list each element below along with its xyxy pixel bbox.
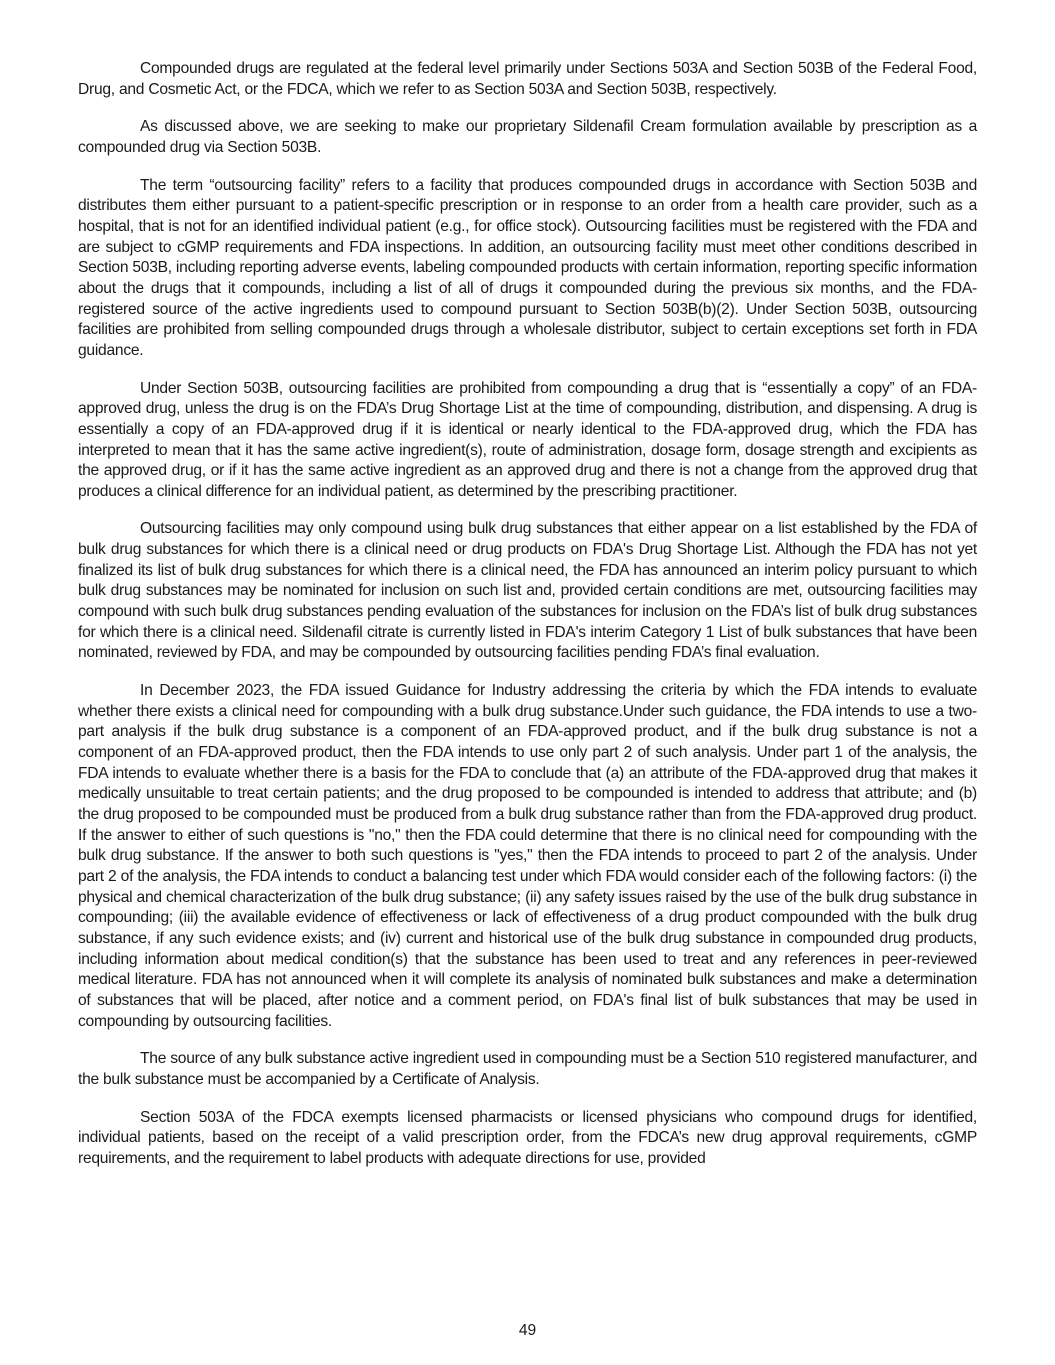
paragraph-sildenafil-503b: As discussed above, we are seeking to make our proprietary Sildenafil Cream formulation available by prescription as a compounded drug via Section 503B. xyxy=(78,118,977,156)
paragraph-section-510-source: The source of any bulk substance active ingredient used in compounding must be a Section 510 registered manufacturer, and the bulk substance must be accompanied by a Certificate of Analysis. xyxy=(78,1050,977,1088)
document-page xyxy=(78,59,977,1187)
paragraph-section-503a-exemption: Section 503A of the FDCA exempts licensed pharmacists or licensed physicians who compound drugs for identified, individual patients, based on the receipt of a valid prescription order, from the FDCA’s new drug approval requirements, cGMP requirements, and the requirement to label products with adequate directions for use, provided xyxy=(78,1108,977,1167)
paragraph-regulation-overview: Compounded drugs are regulated at the federal level primarily under Sections 503A and Section 503B of the Federal Food, Drug, and Cosmetic Act, or the FDCA, which we refer to as Section 503A and Section 503B, respectively. xyxy=(78,60,977,98)
paragraph-bulk-drug-substances: Outsourcing facilities may only compound using bulk drug substances that either appear on a list established by the FDA of bulk drug substances for which there is a clinical need or drug products on FDA's Drug Shortage List. Although the FDA has not yet finalized its list of bulk drug substances for which there is a clinical need, the FDA has announced an interim policy pursuant to which bulk drug substances may be nominated for inclusion on such list and, provided certain conditions are met, outsourcing facilities may compound with such bulk drug substances pending evaluation of the substances for inclusion on the FDA’s list of bulk drug substances for which there is a clinical need. Sildenafil citrate is currently listed in FDA's interim Category 1 List of bulk substances that have been nominated, reviewed by FDA, and may be compounded by outsourcing facilities pending FDA’s final evaluation. xyxy=(78,520,977,662)
paragraph-outsourcing-facility-definition: The term “outsourcing facility” refers to a facility that produces compounded drugs in accordance with Section 503B and distributes them either pursuant to a patient-specific prescription or in response to an order from a health care provider, such as a hospital, that is not for an identified individual patient (e.g., for office stock). Outsourcing facilities must be registered with the FDA and are subject to cGMP requirements and FDA inspections. In addition, an outsourcing facility must meet other conditions described in Section 503B, including reporting adverse events, labeling compounded products with certain information, reporting specific information about the drugs that it compounds, including a list of all of drugs it compounded during the previous six months, and the FDA-registered source of the active ingredients used to compound pursuant to Section 503B(b)(2). Under Section 503B, outsourcing facilities are prohibited from selling compounded drugs through a wholesale distributor, subject to certain exceptions set forth in FDA guidance. xyxy=(78,176,977,359)
page-number: 49 xyxy=(518,1322,537,1339)
paragraph-essentially-a-copy: Under Section 503B, outsourcing facilities are prohibited from compounding a drug that is “essentially a copy” of an FDA-approved drug, unless the drug is on the FDA’s Drug Shortage List at the time of compounding, distribution, and dispensing. A drug is essentially a copy of an FDA-approved drug if it is identical or nearly identical to the FDA-approved drug, which the FDA has interpreted to mean that it has the same active ingredient(s), route of administration, dosage form, dosage strength and excipients as the approved drug, or if it has the same active ingredient as an approved drug and there is not a change from the approved drug that produces a clinical difference for an individual patient, as determined by the prescribing practitioner. xyxy=(78,379,977,500)
paragraph-december-2023-guidance: In December 2023, the FDA issued Guidance for Industry addressing the criteria by which the FDA intends to evaluate whether there exists a clinical need for compounding with a bulk drug substance.Under such guidance, the FDA intends to use a two-part analysis if the bulk drug substance is a component of an FDA-approved product, and if the bulk drug substance is not a component of an FDA-approved product, then the FDA intends to use only part 2 of such analysis. Under part 1 of the analysis, the FDA intends to evaluate whether there is a basis for the FDA to conclude that (a) an attribute of the FDA-approved drug that makes it medically unsuitable to treat certain patients; and the drug proposed to be compounded is intended to address that attribute; and (b) the drug proposed to be compounded must be produced from a bulk drug substance rather than from the FDA-approved drug product. If the answer to either of such questions is "no," then the FDA could determine that there is no clinical need for compounding with the bulk drug substance. If the answer to both such questions is "yes," then the FDA intends to proceed to part 2 of the analysis. Under part 2 of the analysis, the FDA intends to conduct a balancing test under which FDA would consider each of the following factors: (i) the physical and chemical characterization of the bulk drug substance; (ii) any safety issues raised by the use of the bulk drug substance in compounding; (iii) the available evidence of effectiveness or lack of effectiveness of a drug product compounded with the bulk drug substance, if any such evidence exists; and (iv) current and historical use of the bulk drug substance in compounded drug products, including information about medical condition(s) that the substance has been used to treat and any references in peer-reviewed medical literature. FDA has not announced when it will complete its analysis of nominated bulk substances and make a determination of substances that will be placed, after notice and a comment period, on FDA's final list of bulk substances that may be used in compounding by outsourcing facilities. xyxy=(78,682,977,1030)
